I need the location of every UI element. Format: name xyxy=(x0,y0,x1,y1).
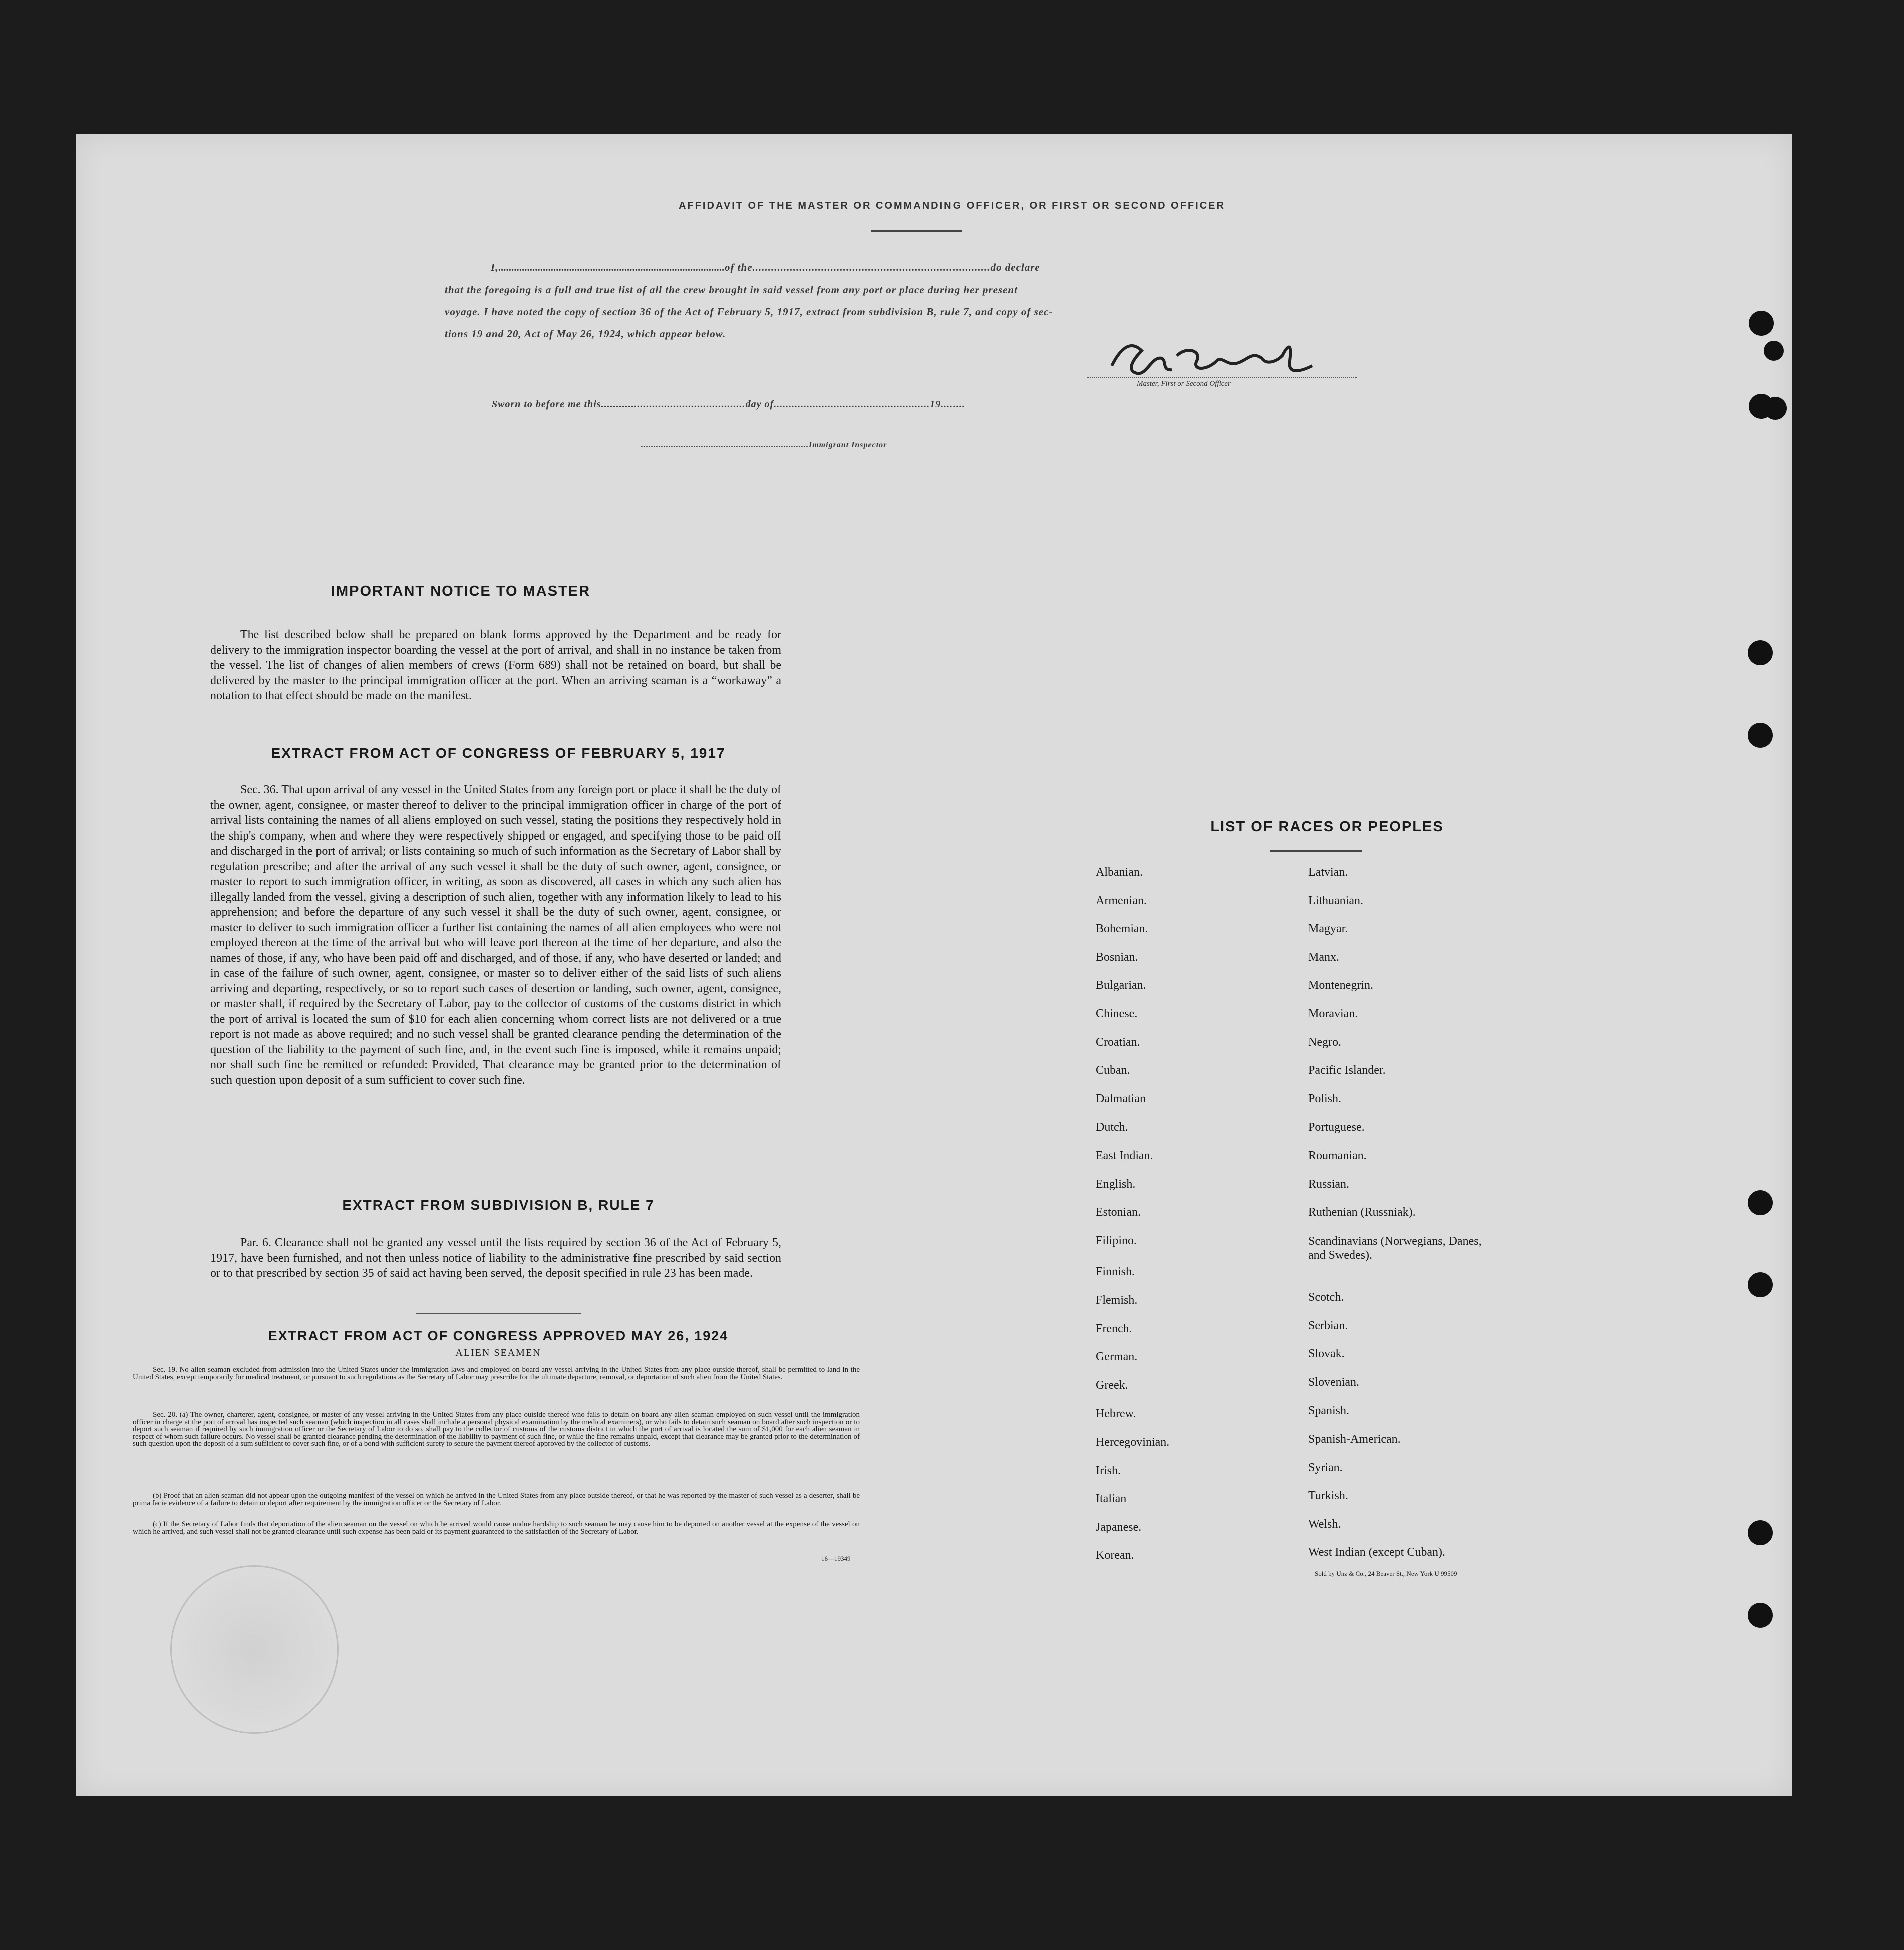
punch-hole xyxy=(1748,723,1773,748)
extract-rule7-heading: EXTRACT FROM SUBDIVISION B, RULE 7 xyxy=(342,1197,655,1213)
affidavit-of-the: of the xyxy=(724,261,753,273)
punch-hole xyxy=(1748,1272,1773,1297)
race-item: Bosnian. xyxy=(1096,950,1138,964)
notice-heading: IMPORTANT NOTICE TO MASTER xyxy=(331,583,591,599)
sec20b-body: (b) Proof that an alien seaman did not appear upon the outgoing manifest of the vessel on which he arrived in the United States from any place outside thereof, or that he was reported by the master of such vessel as a deserter, shall be prima facie evidence of a failure to detain or deport after requirement by the immigration officer or the Secretary of Labor. xyxy=(133,1492,860,1507)
race-item: Italian xyxy=(1096,1492,1127,1506)
race-item: Manx. xyxy=(1308,950,1339,964)
affidavit-line-3: voyage. I have noted the copy of section 36 of the Act of February 5, 1917, extract from subdivision B, rule 7, and copy of sec- xyxy=(445,306,1053,318)
affidavit-line-1: I,......................................................................................of the............................................................................do declare xyxy=(491,261,1040,273)
printer-imprint: Sold by Unz & Co., 24 Beaver St., New York U 99509 xyxy=(1315,1570,1457,1577)
race-item: Negro. xyxy=(1308,1035,1341,1049)
race-item: Slovenian. xyxy=(1308,1375,1359,1389)
sec19-body: Sec. 19. No alien seaman excluded from admission into the United States under the immigration laws and employed on board any vessel arriving in the United States from any place outside thereof, shall be permitted to land in the United States, except temporarily for medical treatment, or pursuant to such regulations as the Secretary of Labor may prescribe for the ultimate departure, removal, or deportation of such alien from the United States. xyxy=(133,1366,860,1381)
race-item: Flemish. xyxy=(1096,1294,1138,1307)
race-item: Albanian. xyxy=(1096,866,1143,879)
races-heading: LIST OF RACES OR PEOPLES xyxy=(1210,819,1444,835)
divider xyxy=(416,1313,581,1314)
race-item: Dutch. xyxy=(1096,1121,1128,1134)
race-item: Welsh. xyxy=(1308,1517,1341,1531)
form-number: 16—19349 xyxy=(821,1555,851,1562)
race-item: Cuban. xyxy=(1096,1064,1130,1077)
punch-hole xyxy=(1764,397,1787,420)
race-item: Syrian. xyxy=(1308,1461,1343,1474)
race-item: Chinese. xyxy=(1096,1007,1138,1020)
affidavit-line-4: tions 19 and 20, Act of May 26, 1924, which appear below. xyxy=(445,328,726,340)
race-item: Irish. xyxy=(1096,1464,1121,1477)
race-item: Moravian. xyxy=(1308,1007,1358,1020)
affidavit-line-2: that the foregoing is a full and true list of all the crew brought in said vessel from any port or place during her present xyxy=(445,284,1018,296)
race-item: Montenegrin. xyxy=(1308,979,1373,992)
race-item: West Indian (except Cuban). xyxy=(1308,1546,1445,1559)
race-item: Serbian. xyxy=(1308,1319,1348,1332)
race-item: Lithuanian. xyxy=(1308,894,1363,907)
notice-body: The list described below shall be prepared on blank forms approved by the Department and be ready for delivery to the immigration inspector boarding the vessel at the port of arrival, and shall in no instance be taken from the vessel. The list of changes of alien members of crews (Form 689) shall not be retained on board, but shall be delivered by the master to the principal immigration officer at the port. When an arriving seaman is a “workaway” a notation to that effect should be made on the manifest. xyxy=(210,628,781,702)
race-item: Hercegovinian. xyxy=(1096,1436,1170,1449)
race-item: Dalmatian xyxy=(1096,1092,1146,1105)
race-item: Armenian. xyxy=(1096,894,1147,907)
race-item: Spanish-American. xyxy=(1308,1433,1401,1446)
race-item: Bulgarian. xyxy=(1096,979,1146,992)
embossed-seal xyxy=(170,1565,339,1734)
race-item: Filipino. xyxy=(1096,1234,1137,1247)
race-item: Finnish. xyxy=(1096,1265,1135,1279)
race-item: East Indian. xyxy=(1096,1149,1153,1162)
race-item: Korean. xyxy=(1096,1549,1134,1562)
sworn-line: Sworn to before me this................................................day of....................................................19........ xyxy=(492,399,966,410)
race-item: Turkish. xyxy=(1308,1489,1348,1503)
signature-caption: Master, First or Second Officer xyxy=(1137,380,1231,388)
race-item: Magyar. xyxy=(1308,922,1348,936)
extract-1917-heading: EXTRACT FROM ACT OF CONGRESS OF FEBRUARY 5, 1917 xyxy=(271,745,726,761)
punch-hole xyxy=(1748,1603,1773,1628)
extract-1924-heading: EXTRACT FROM ACT OF CONGRESS APPROVED MAY 26, 1924 xyxy=(268,1328,729,1343)
race-item: Portuguese. xyxy=(1308,1121,1365,1134)
race-item: Scandinavians (Norwegians, Danes, and Swedes). xyxy=(1308,1234,1482,1262)
race-item: Greek. xyxy=(1096,1378,1128,1392)
extract-rule7-body: Par. 6. Clearance shall not be granted any vessel until the lists required by section 36 of the Act of February 5, 1917, have been furnished, and not then unless notice of liability to the administrative fine prescribed by said section or to that prescribed by section 35 of said act having been served, the deposit specified in rule 23 has been made. xyxy=(210,1236,781,1280)
punch-hole xyxy=(1749,311,1774,336)
race-item: Bohemian. xyxy=(1096,922,1148,936)
race-item: Japanese. xyxy=(1096,1520,1142,1534)
race-item: Spanish. xyxy=(1308,1404,1350,1418)
affidavit-do-declare: do declare xyxy=(990,261,1040,273)
punch-hole xyxy=(1764,341,1784,361)
affidavit-i: I, xyxy=(491,261,499,273)
race-item: Polish. xyxy=(1308,1092,1342,1105)
punch-hole xyxy=(1748,1190,1773,1215)
sec20c-body: (c) If the Secretary of Labor finds that deportation of the alien seaman on the vessel on which he arrived would cause undue hardship to such seaman he may cause him to be deported on another vessel at the expense of the vessel on which he arrived, and such vessel shall not be granted clearance until such expense has been paid or its payment guaranteed to the satisfaction of the Secretary of Labor. xyxy=(133,1520,860,1536)
race-item: Scotch. xyxy=(1308,1291,1344,1304)
race-item: Pacific Islander. xyxy=(1308,1064,1386,1077)
divider xyxy=(1270,850,1362,852)
race-item: Slovak. xyxy=(1308,1347,1345,1361)
sec20a-body: Sec. 20. (a) The owner, charterer, agent, consignee, or master of any vessel arriving in the United States from any place outside thereof who fails to detain on board any alien seaman employed on such vessel until the immigration officer in charge at the port of arrival has inspected such seaman (which inspection in all cases shall include a personal physical examination by the medical examiners), or who fails to detain such seaman on board after such inspection or to deport such seaman if required by such immigration officer or the Secretary of Labor to do so, shall pay to the collector of customs of the customs district in which the port of arrival is located the sum of $1,000 for each alien seaman in respect of whom such failure occurs. No vessel shall be granted clearance pending the determination of the liability to payment of such fine, or while the fine remains unpaid, except that clearance may be granted prior to the determination of such question upon the deposit of a sum sufficient to cover such fine, or of a bond with sufficient surety to secure the payment thereof approved by the collector of customs. xyxy=(133,1411,860,1448)
inspector-line: ...................................................................Immigrant Inspector xyxy=(641,441,887,449)
race-item: Hebrew. xyxy=(1096,1407,1136,1421)
race-item: Latvian. xyxy=(1308,866,1348,879)
race-item: English. xyxy=(1096,1177,1136,1191)
affidavit-title: AFFIDAVIT OF THE MASTER OR COMMANDING OFFICER, OR FIRST OR SECOND OFFICER xyxy=(679,200,1225,211)
signature-line xyxy=(1087,377,1357,378)
alien-seamen-subheading: ALIEN SEAMEN xyxy=(455,1347,541,1358)
race-item: German. xyxy=(1096,1350,1138,1364)
race-item: Ruthenian (Russniak). xyxy=(1308,1206,1416,1219)
extract-1917-body: Sec. 36. That upon arrival of any vessel in the United States from any foreign port or place it shall be the duty of the owner, agent, consignee, or master thereof to deliver to the principal immigration officer in charge of the port of arrival lists containing the names of all aliens employed on such vessel, stating the positions they respectively hold in the ship's company, when and where they were respectively shipped or engaged, and specifying those to be paid off and discharged in the port of arrival; or lists containing so much of such information as the Secretary of Labor shall by regulation prescribe; and after the arrival of any such vessel it shall be the duty of such owner, agent, consignee, or master to report to such immigration officer, in writing, as soon as discovered, all cases in which any such alien has illegally landed from the vessel, giving a description of such alien, together with any information likely to lead to his apprehension; and before the departure of any such vessel it shall be the duty of such owner, agent, consignee, or master to deliver to such immigration officer a further list containing the names of all alien employees who were not employed thereon at the time of the arrival but who will leave port thereon at the time of her departure, and also the names of those, if any, who have been paid off and discharged, and of those, if any, who have deserted or landed; and in case of the failure of such owner, agent, consignee, or master so to deliver either of the said lists of such aliens arriving and departing, respectively, or so to report such cases of desertion or landing, such owner, agent, consignee, or master shall, if required by the Secretary of Labor, pay to the collector of customs of the customs district in which the port of arrival is located the sum of $10 for each alien concerning whom correct lists are not delivered or a true report is not made as above required; and no such vessel shall be granted clearance pending the determination of the question of the liability to the payment of such fine, and, in the event such fine is imposed, while it remains unpaid; nor shall such fine be remitted or refunded: Provided, That clearance may be granted prior to the determination of such question upon deposit of a sum sufficient to cover such fine. xyxy=(210,783,781,1087)
race-item: Estonian. xyxy=(1096,1206,1141,1219)
punch-hole xyxy=(1748,640,1773,665)
divider xyxy=(871,230,962,232)
race-item: Roumanian. xyxy=(1308,1149,1367,1162)
race-item: Russian. xyxy=(1308,1177,1350,1191)
race-item: Croatian. xyxy=(1096,1035,1140,1049)
punch-hole xyxy=(1748,1520,1773,1545)
race-item: French. xyxy=(1096,1322,1132,1335)
